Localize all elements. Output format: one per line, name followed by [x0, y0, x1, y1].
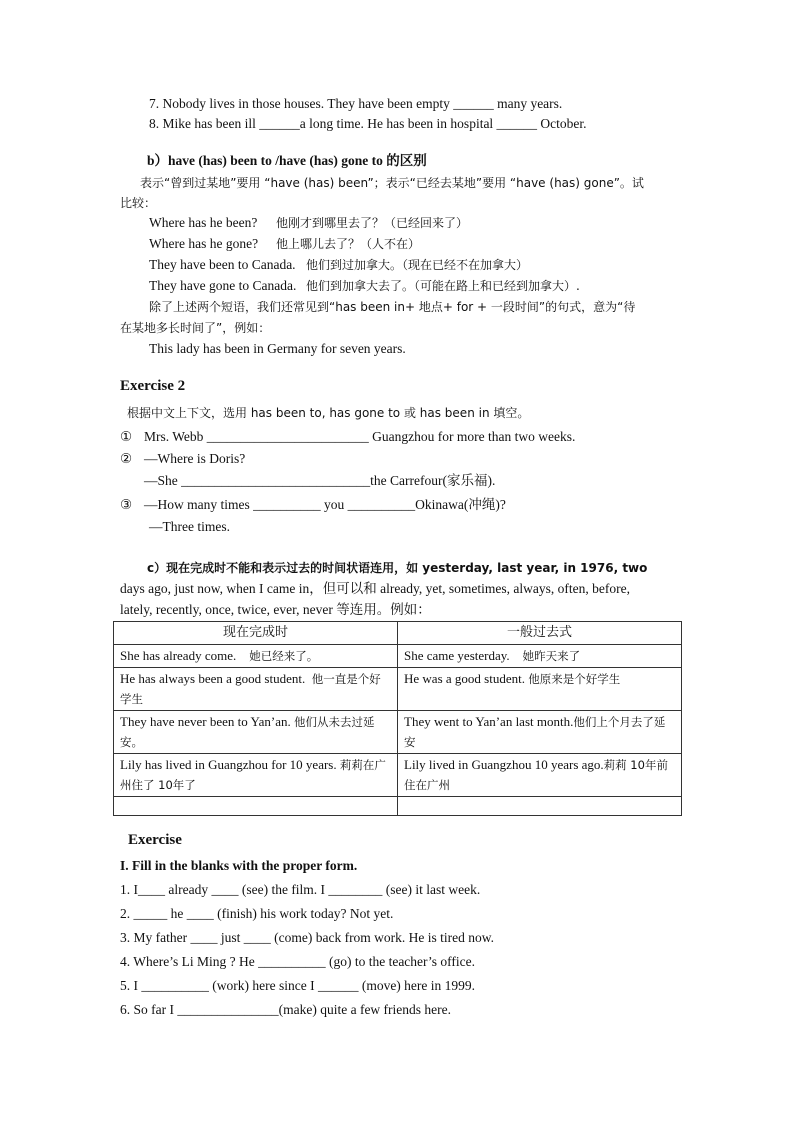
cell-en: She came yesterday.	[404, 648, 510, 663]
exercise-2-q3-answer: —Three times.	[149, 519, 230, 534]
header-simple-past: 一般过去式	[398, 622, 682, 645]
exercise-2-title: Exercise 2	[120, 378, 186, 394]
exercise-2-q3-number: ③	[120, 497, 133, 512]
table-header-row	[114, 622, 682, 645]
table-cell-empty	[398, 797, 682, 816]
cell-cn: 她已经来了。	[249, 649, 319, 663]
cell-en: They have never been to Yan’an.	[120, 714, 291, 729]
table-cell-simple-past	[398, 711, 682, 754]
exercise-subtitle: I. Fill in the blanks with the proper form.	[120, 858, 358, 873]
exercise-item-6: 6. So far I _______________(make) quite a few friends here.	[120, 1002, 452, 1017]
cell-cn: 他一直是个好学生	[120, 672, 381, 706]
cell-cn: 莉莉 10年前住在广州	[404, 758, 668, 792]
exercise-item-2: 2. _____ he ____ (finish) his work today? Not yet.	[120, 906, 394, 921]
example-3-cn: 他们到过加拿大。（现在已经不在加拿大）	[306, 258, 529, 272]
table-cell-simple-past	[398, 668, 682, 711]
example-4-cn: 他们到加拿大去了。（可能在路上和已经到加拿大）.	[306, 279, 580, 293]
table-cell-simple-past	[398, 645, 682, 668]
cell-en: Lily has lived in Guangzhou for 10 years.	[120, 757, 337, 772]
cell-cn: 他们上个月去了延安	[404, 715, 666, 749]
cell-cn: 他原来是个好学生	[528, 672, 621, 686]
cell-cn: 他们从未去过延安。	[120, 715, 375, 749]
table-row	[114, 754, 682, 797]
exercise-2-q1: Mrs. Webb ________________________ Guangzhou for more than two weeks.	[144, 429, 576, 444]
example-3-en: They have been to Canada.	[149, 257, 296, 272]
exercise-2-q2: —Where is Doris?	[144, 451, 246, 466]
cell-cn: 她昨天来了	[522, 649, 581, 663]
table-cell-present-perfect	[114, 711, 398, 754]
header-present-perfect: 现在完成时	[114, 622, 398, 645]
exercise-2-q1-number: ①	[120, 429, 133, 444]
table-cell-present-perfect	[114, 645, 398, 668]
exercise-2-q3: —How many times __________ you __________Okinawa(冲绳)?	[144, 497, 506, 512]
tense-comparison-table	[113, 621, 682, 816]
table-cell-present-perfect	[114, 668, 398, 711]
example-2-cn: 他上哪儿去了？（人不在）	[276, 237, 421, 251]
exercise-2-instruction: 根据中文上下文，选用 has been to, has gone to 或 has been in 填空。	[127, 406, 530, 420]
section-b-heading: b）have (has) been to /have (has) gone to 的区别	[147, 153, 427, 168]
table-cell-simple-past	[398, 754, 682, 797]
section-b-note-line1: 除了上述两个短语，我们还常见到“has been in+ 地点+ for + 一段时间”的句式，意为“待	[149, 300, 636, 314]
section-c-line2: days ago, just now, when I came in，但可以和 already, yet, sometimes, always, often, before,	[120, 581, 630, 596]
cell-en: They went to Yan’an last month.	[404, 714, 574, 729]
table-cell-present-perfect	[114, 754, 398, 797]
exercise-title: Exercise	[128, 832, 182, 848]
exercise-item-5: 5. I __________ (work) here since I ______ (move) here in 1999.	[120, 978, 476, 993]
example-2-en: Where has he gone?	[149, 236, 259, 251]
cell-en: He was a good student.	[404, 671, 525, 686]
table-row	[114, 711, 682, 754]
exercise-item-3: 3. My father ____ just ____ (come) back from work. He is tired now.	[120, 930, 495, 945]
table-row-empty	[114, 797, 682, 816]
exercise-2-q2-answer: —She ____________________________the Carrefour(家乐福).	[144, 473, 496, 488]
section-b-note-line2: 在某地多长时间了”，例如：	[120, 321, 271, 335]
exercise-item-1: 1. I____ already ____ (see) the film. I ________ (see) it last week.	[120, 882, 481, 897]
exercise-item-4: 4. Where’s Li Ming ? He __________ (go) to the teacher’s office.	[120, 954, 476, 969]
example-1-cn: 他刚才到哪里去了？（已经回来了）	[276, 216, 469, 230]
example-1-en: Where has he been?	[149, 215, 258, 230]
table-cell-empty	[114, 797, 398, 816]
cell-en: He has always been a good student.	[120, 671, 306, 686]
example-4-en: They have gone to Canada.	[149, 278, 297, 293]
table-row	[114, 645, 682, 668]
table-row	[114, 668, 682, 711]
section-c-line1	[147, 559, 647, 577]
question-8: 8. Mike has been ill ______a long time. He has been in hospital ______ October.	[149, 116, 587, 131]
exercise-2-q2-number: ②	[120, 451, 133, 466]
question-7: 7. Nobody lives in those houses. They have been empty ______ many years.	[149, 96, 563, 111]
cell-en: Lily lived in Guangzhou 10 years ago.	[404, 757, 604, 772]
cell-cn: 莉莉在广州住了 10年了	[120, 758, 386, 792]
section-b-intro-line2: 比较：	[120, 196, 157, 210]
section-b-intro-line1: 表示“曾到过某地”要用 “have (has) been”；表示“已经去某地”要用 “have (has) gone”。试	[140, 176, 644, 190]
section-c-line3: lately, recently, once, twice, ever, never 等连用。例如：	[120, 602, 431, 617]
section-b-example: This lady has been in Germany for seven years.	[149, 341, 406, 356]
section-c-line1-text: c）现在完成时不能和表示过去的时间状语连用，如 yesterday, last year, in 1976, two	[147, 561, 648, 575]
cell-en: She has already come.	[120, 648, 237, 663]
